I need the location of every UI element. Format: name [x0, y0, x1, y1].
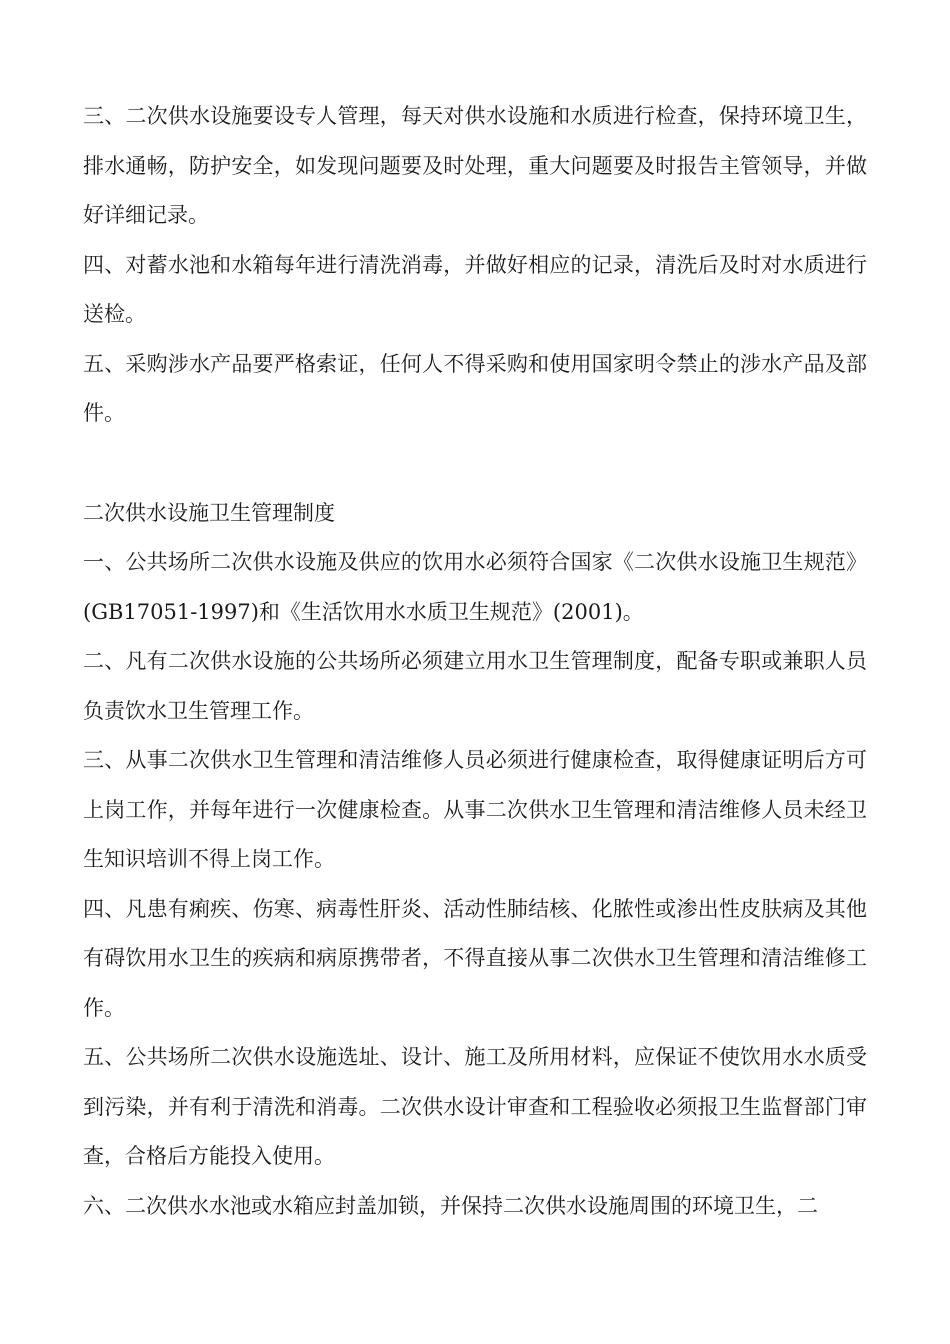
- paragraph-rule-3: 三、二次供水设施要设专人管理，每天对供水设施和水质进行检查，保持环境卫生，排水通畅，防护安全，如发现问题要及时处理，重大问题要及时报告主管领导，并做好详细记录。: [83, 104, 867, 227]
- paragraph-item-3: 三、从事二次供水卫生管理和清洁维修人员必须进行健康检查，取得健康证明后方可上岗工作，并每年进行一次健康检查。从事二次供水卫生管理和清洁维修人员未经卫生知识培训不得上岗工作。: [83, 748, 867, 871]
- document-body: [83, 92, 867, 1231]
- paragraph-item-1: 一、公共场所二次供水设施及供应的饮用水必须符合国家《二次供水设施卫生规范》(GB17051-1997)和《生活饮用水水质卫生规范》(2001)。: [83, 550, 867, 624]
- section-title: 二次供水设施卫生管理制度: [83, 500, 335, 525]
- paragraph-rule-5: 五、采购涉水产品要严格索证，任何人不得采购和使用国家明令禁止的涉水产品及部件。: [83, 351, 867, 425]
- paragraph-item-6: 六、二次供水水池或水箱应封盖加锁，并保持二次供水设施周围的环境卫生，二: [83, 1193, 818, 1218]
- paragraph-item-2: 二、凡有二次供水设施的公共场所必须建立用水卫生管理制度，配备专职或兼职人员负责饮水卫生管理工作。: [83, 649, 867, 723]
- paragraph-item-4: 四、凡患有痢疾、伤寒、病毒性肝炎、活动性肺结核、化脓性或渗出性皮肤病及其他有碍饮用水卫生的疾病和病原携带者，不得直接从事二次供水卫生管理和清洁维修工作。: [83, 896, 867, 1020]
- paragraph-rule-4: 四、对蓄水池和水箱每年进行清洗消毒，并做好相应的记录，清洗后及时对水质进行送检。: [83, 252, 867, 326]
- section-spacer: [83, 439, 867, 489]
- paragraph-item-5: 五、公共场所二次供水设施选址、设计、施工及所用材料，应保证不使饮用水水质受到污染，并有利于清洗和消毒。二次供水设计审查和工程验收必须报卫生监督部门审查，合格后方能投入使用。: [83, 1045, 867, 1168]
